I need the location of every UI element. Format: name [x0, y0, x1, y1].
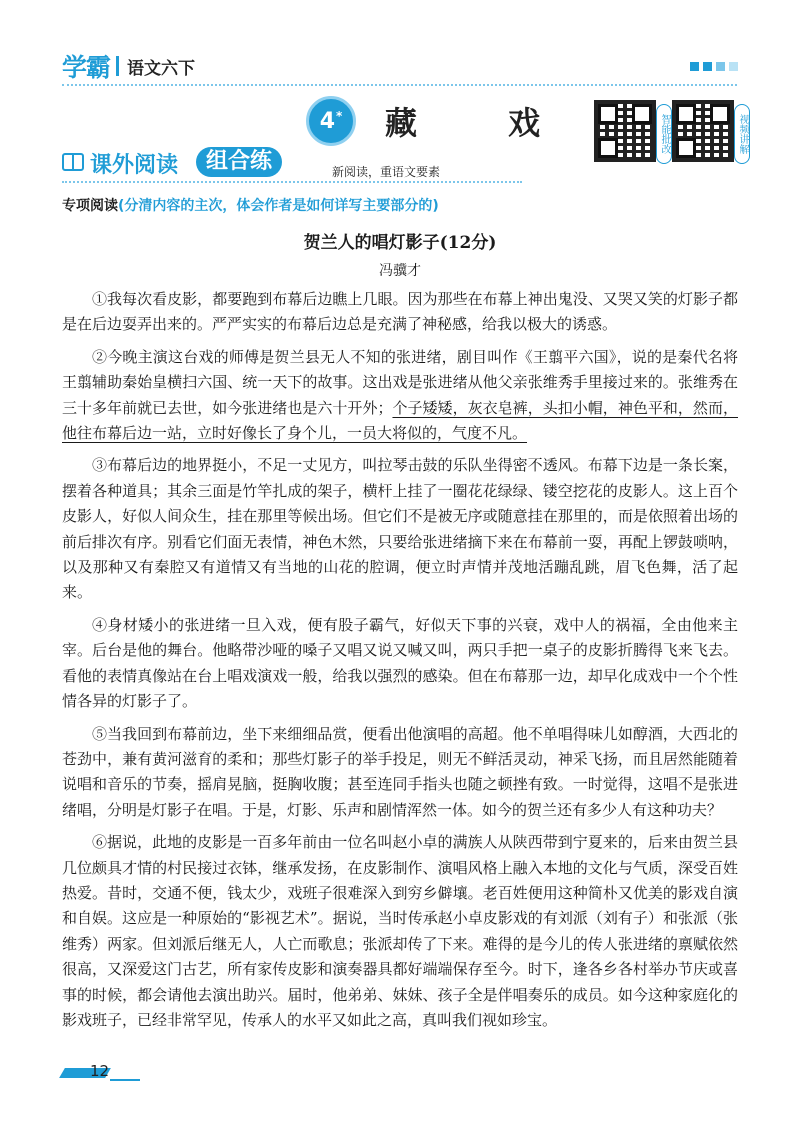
reading-hint: (分清内容的主次，体会作者是如何详写主要部分的): [118, 198, 439, 214]
lesson-number-badge: [306, 96, 356, 146]
section-divider: [62, 181, 522, 183]
qr-code-video[interactable]: [672, 100, 734, 162]
paragraph-2: [62, 345, 738, 447]
header-decoration: [690, 62, 738, 71]
section-tag: 新阅读，重语文要素: [332, 165, 441, 179]
paragraph-6: ⑥据说，此地的皮影是一百多年前由一位名叫赵小卓的满族人从陕西带到宁夏来的，后来由贺兰县几位颇具才情的村民接过衣钵，继承发扬，在皮影制作、演唱风格上融入本地的文化与气质，深受百姓热爱。昔时，交通不便，钱太少，戏班子很难深入到穷乡僻壤。老百姓便用这种简朴又优美的影戏自演和自娱。这应是一种原始的“影视艺术”。据说，当时传承赵小卓皮影戏的有刘派（刘有子）和张派（张维秀）两家。但刘派后继无人，人亡而歌息；张派却传了下来。难得的是今儿的传人张进绪的禀赋依然很高，又深爱这门古艺，所有家传皮影和演奏器具都好端端保存至今。时下，逢各乡各村举办节庆或喜事的时候，都会请他去演出助兴。届时，他弟弟、妹妹、孩子全是伴唱奏乐的成员。如今这种家庭化的影戏班子，已经非常罕见，传承人的水平又如此之高，真叫我们视如珍宝。: [62, 833, 738, 1029]
qr-label-grading: 智能批改: [656, 104, 672, 164]
paragraph-4: ④身材矮小的张进绪一旦入戏，便有股子霸气，好似天下事的兴衰，戏中人的祸福，全由他来主宰。后台是他的舞台。他略带沙哑的嗓子又唱又说又喊又叫，两只手把一桌子的皮影折腾得飞来飞去。看他的表情真像站在台上唱戏演戏一般，给我以强烈的感染。但在布幕那一边，却早化成戏中一个个性情各异的灯影子了。: [62, 615, 738, 711]
paragraph-3: ③布幕后边的地界挺小，不足一丈见方，叫拉琴击鼓的乐队坐得密不透风。布幕下边是一条长案，摆着各种道具；其余三面是竹竿扎成的架子，横杆上挂了一圈花花绿绿、镂空挖花的皮影人。这上百个皮影人，好似人间众生，挂在那里等候出场。但它们不是被无序或随意挂在那里的，而是依照着出场的前后排次有序。别看它们面无表情，神色木然，只要给张进绪摘下来在布幕前一耍，再配上锣鼓唢呐，以及那种又有秦腔又有道情又有当地的山花的腔调，便立时声情并茂地活蹦乱跳，眉飞色舞，活了起来。: [62, 456, 738, 602]
article-title: 贺兰人的唱灯影子(12分): [303, 233, 497, 253]
reading-heading: [62, 195, 439, 215]
footer-line: [110, 1079, 140, 1081]
page-number: 12: [90, 1062, 110, 1080]
brand-logo: 学霸: [62, 53, 111, 82]
brand-separator: [116, 56, 119, 76]
paragraph-1: ①我每次看皮影，都要跑到布幕后边瞧上几眼。因为那些在布幕上神出鬼没、又哭又笑的灯影子都是在后边耍弄出来的。严严实实的布幕后边总是充满了神秘感，给我以极大的诱惑。: [62, 290, 738, 334]
section-pill: 组合练: [196, 147, 282, 177]
header-brand: [62, 48, 195, 84]
reading-label: 专项阅读: [62, 198, 118, 214]
header-divider: [62, 84, 737, 86]
qr-label-video: 视频讲解: [734, 104, 750, 164]
article-body: [62, 287, 738, 1040]
subject-label: 语文六下: [127, 58, 196, 79]
lesson-title: 藏 戏: [385, 104, 581, 142]
section-title: 课外阅读: [90, 153, 179, 178]
article-author: 冯骥才: [379, 263, 421, 279]
lesson-number: 4: [319, 108, 336, 134]
paragraph-2-text: ②今晚主演这台戏的师傅是贺兰县无人不知的张进绪，剧目叫作《王翦平六国》，说的是秦代名将王翦辅助秦始皇横扫六国、统一天下的故事。这出戏是张进绪从他父亲张维秀手里接过来的。张维秀在三十多年前就已去世，如今张进绪也是六十开外；: [62, 347, 738, 417]
qr-code-grading[interactable]: [594, 100, 656, 162]
book-icon: [62, 153, 84, 171]
lesson-mark: *: [336, 109, 343, 123]
paragraph-2-underlined: 个子矮矮，灰衣皂裤，头扣小帽，神色平和，然而，他往布幕后边一站，立时好像长了身个儿，一员大将似的，气度不凡。: [62, 398, 738, 443]
paragraph-5: ⑤当我回到布幕前边，坐下来细细品赏，便看出他演唱的高超。他不单唱得味儿如醇酒，大西北的苍劲中，兼有黄河滋育的柔和；那些灯影子的举手投足，则无不鲜活灵动，神采飞扬，而且居然能随着说唱和音乐的节奏，摇肩晃脑，挺胸收腹；甚至连同手指头也随之顿挫有致。一时觉得，这唱不是张进绪唱，分明是灯影子在唱。于是，灯影、乐声和剧情浑然一体。如今的贺兰还有多少人有这种功夫？: [62, 724, 738, 819]
